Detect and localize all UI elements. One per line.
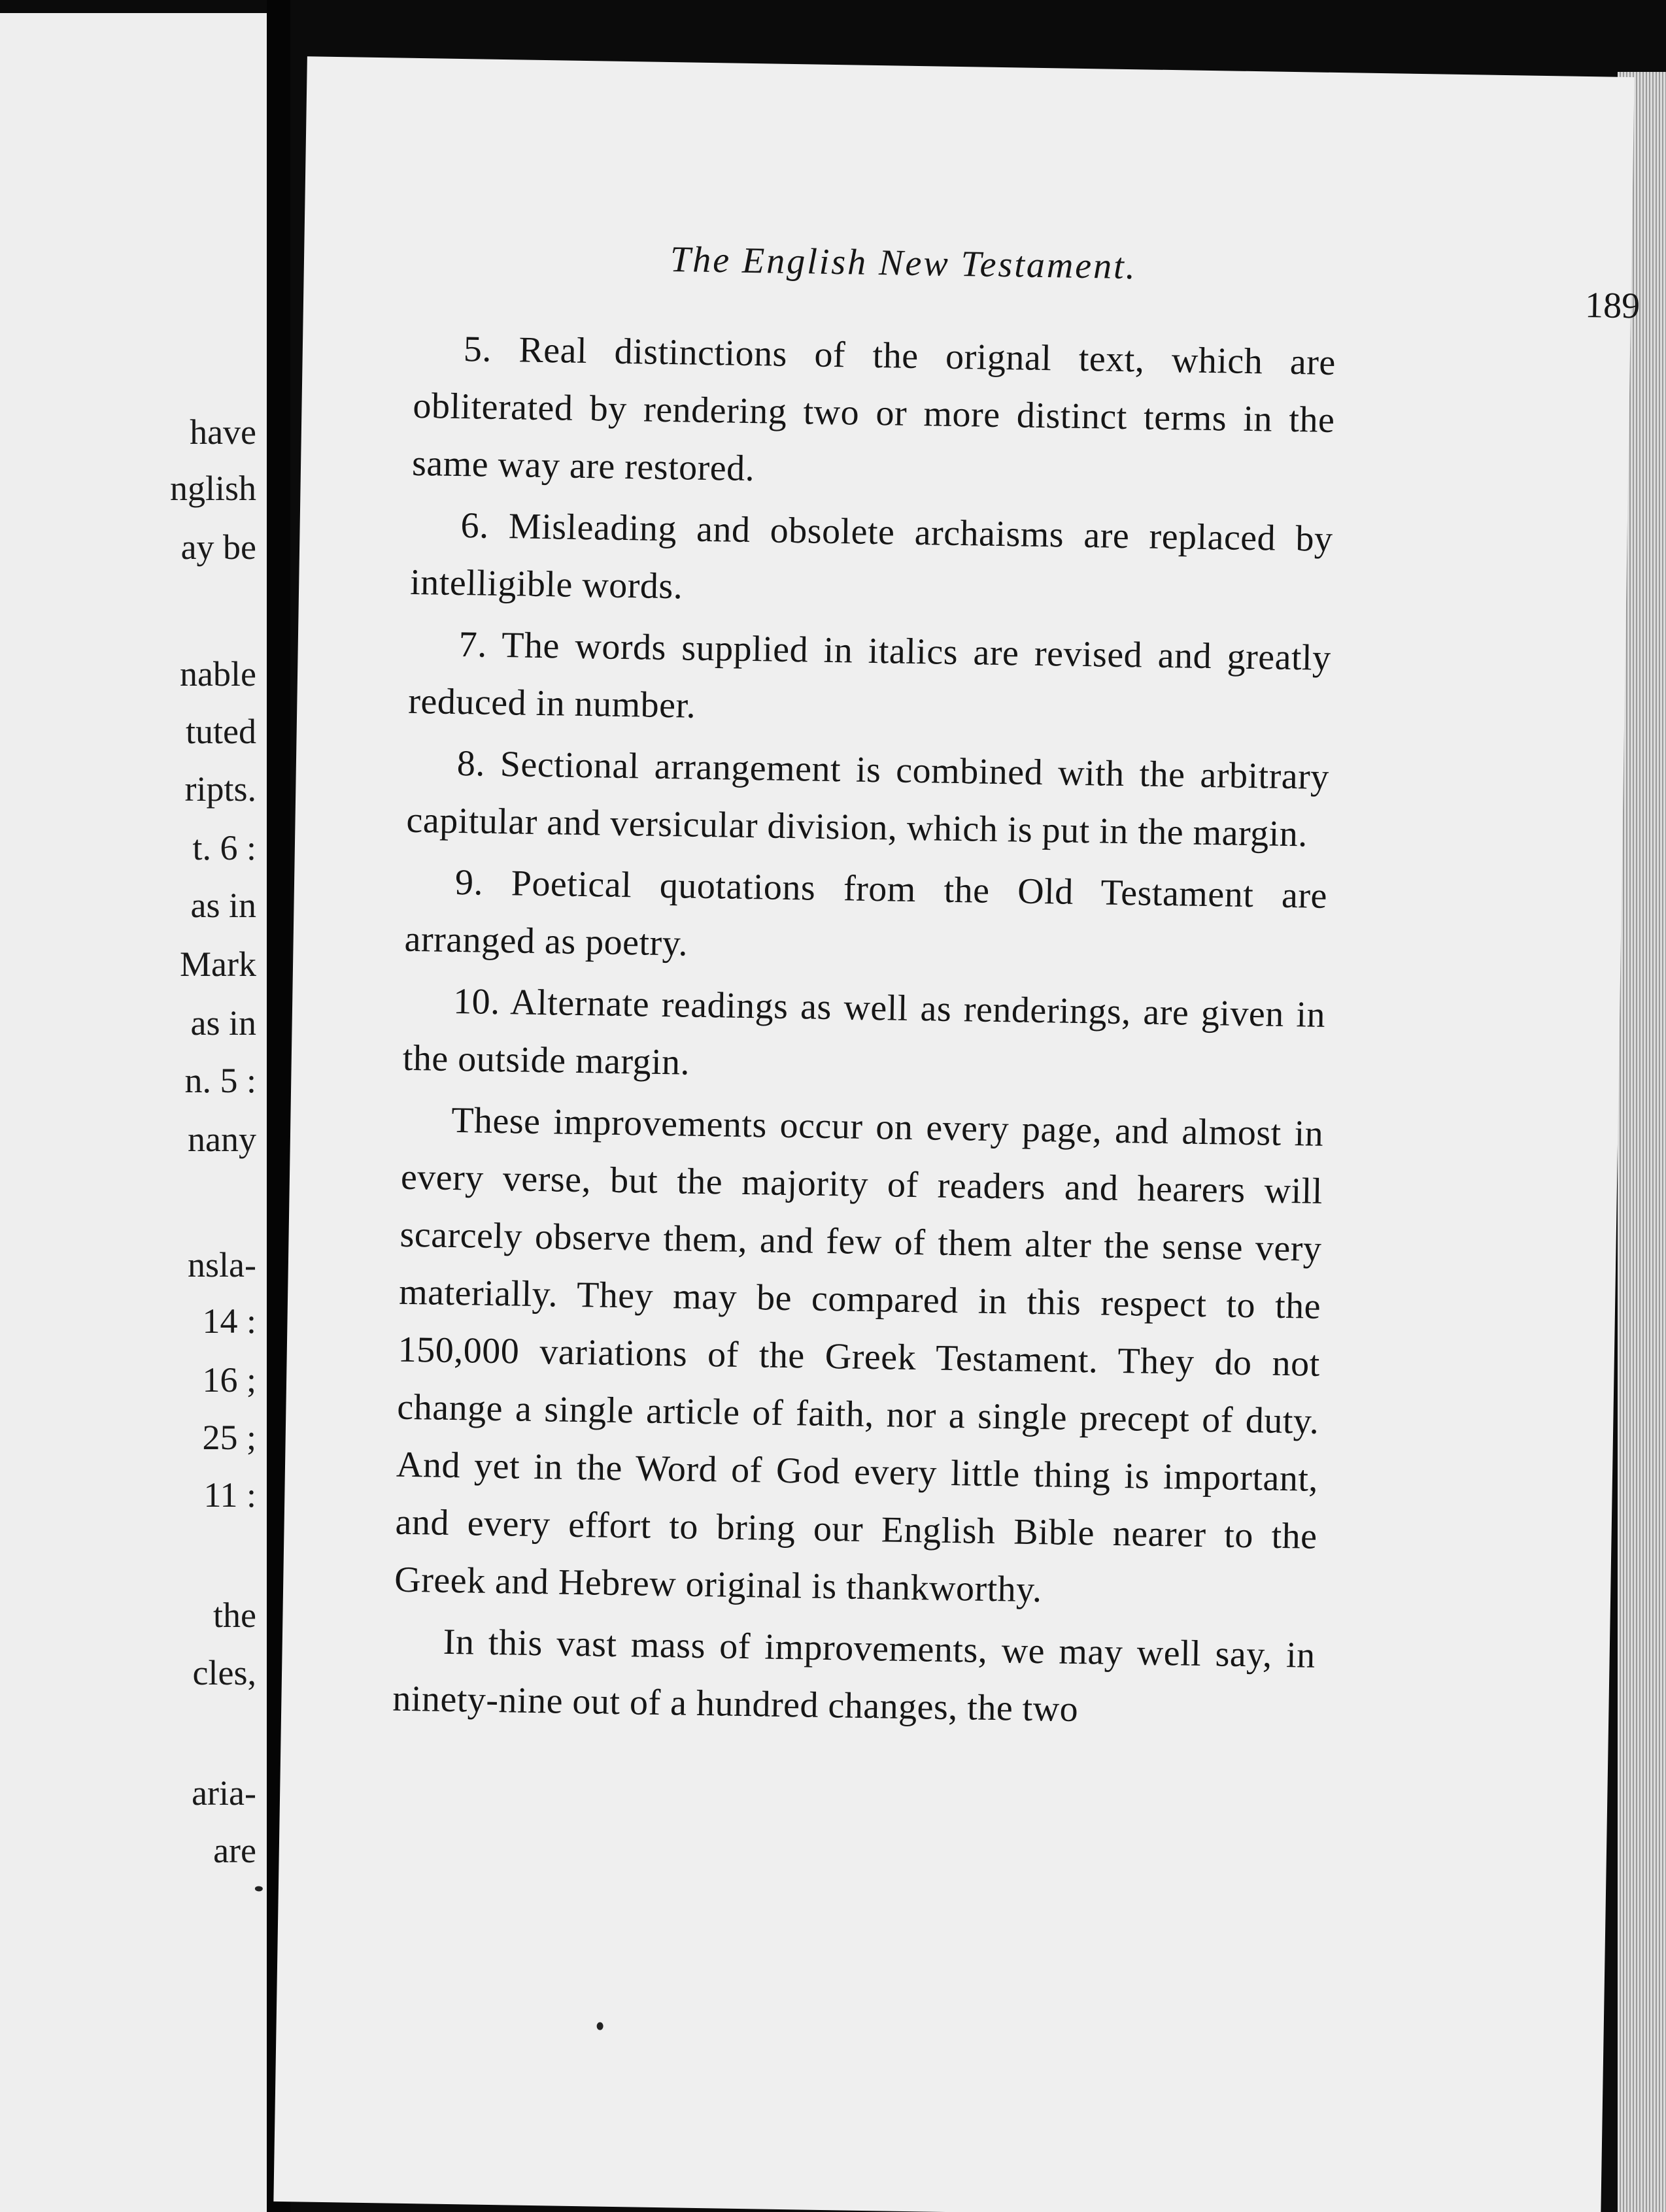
running-head: The English New Testament. xyxy=(670,239,1138,288)
left-page-fragment: 25 ; xyxy=(202,1418,256,1457)
left-page xyxy=(0,13,267,2212)
left-page-fragment: tuted xyxy=(186,712,256,751)
paragraph: 5. Real distinctions of the orignal text, which are obliterated by rendering two or more distinct terms in the same way are restored. xyxy=(411,329,1336,490)
page-body-text xyxy=(392,320,1336,1746)
left-page-fragment: as in xyxy=(190,1003,256,1043)
left-page-fragment: the xyxy=(213,1596,256,1635)
paragraph: 6. Misleading and obsolete archaisms are replaced by intelligible words. xyxy=(409,505,1333,607)
left-page-fragment: Mark xyxy=(180,945,256,984)
left-page-fragment: 16 ; xyxy=(202,1360,256,1399)
paragraph: 7. The words supplied in italics are revised and greatly reduced in number. xyxy=(407,624,1332,726)
paragraph: In this vast mass of improvements, we may well say, in ninety-nine out of a hundred changes, the two xyxy=(392,1621,1316,1730)
paragraph: These improvements occur on every page, and almost in every verse, but the majority of readers and hearers will scarcely observe them, and few of them alter the sense very materially. They may be compared in this respect to the 150,000 variations of the Greek Testament. They do not change a single article of faith, nor a single precept of duty. And yet in the Word of God every little thing is important, and every effort to bring our English Bible nearer to the Greek and Hebrew original is thankworthy. xyxy=(394,1099,1324,1611)
left-page-fragment: nglish xyxy=(169,469,256,508)
left-page-fragment: are xyxy=(213,1831,256,1870)
paragraph: 9. Poetical quotations from the Old Testament are arranged as poetry. xyxy=(404,862,1328,964)
print-speck xyxy=(255,1886,263,1891)
left-page-fragment: n. 5 : xyxy=(184,1061,256,1100)
left-page-fragment: ay be xyxy=(180,528,256,567)
left-page-fragment: nany xyxy=(188,1120,256,1159)
left-page-fragment: nsla- xyxy=(188,1245,256,1284)
paragraph: 10. Alternate readings as well as renderings, are given in the outside margin. xyxy=(402,980,1326,1083)
right-page xyxy=(273,56,1640,2212)
left-page-fragment: 11 : xyxy=(203,1475,256,1515)
left-page-fragment: as in xyxy=(190,886,256,925)
page-number: 189 xyxy=(1584,285,1640,327)
left-page-fragment: aria- xyxy=(192,1773,256,1813)
left-page-fragment: ripts. xyxy=(184,769,256,809)
left-page-fragment: 14 : xyxy=(202,1301,256,1341)
left-page-fragment: cles, xyxy=(192,1653,256,1692)
left-page-fragment: nable xyxy=(180,654,256,694)
paragraph: 8. Sectional arrangement is combined with the arbitrary capitular and versicular division, which is put in the margin. xyxy=(406,743,1330,855)
print-speck xyxy=(597,2022,604,2030)
left-page-fragment: have xyxy=(190,412,256,452)
left-page-fragment: t. 6 : xyxy=(192,828,256,867)
